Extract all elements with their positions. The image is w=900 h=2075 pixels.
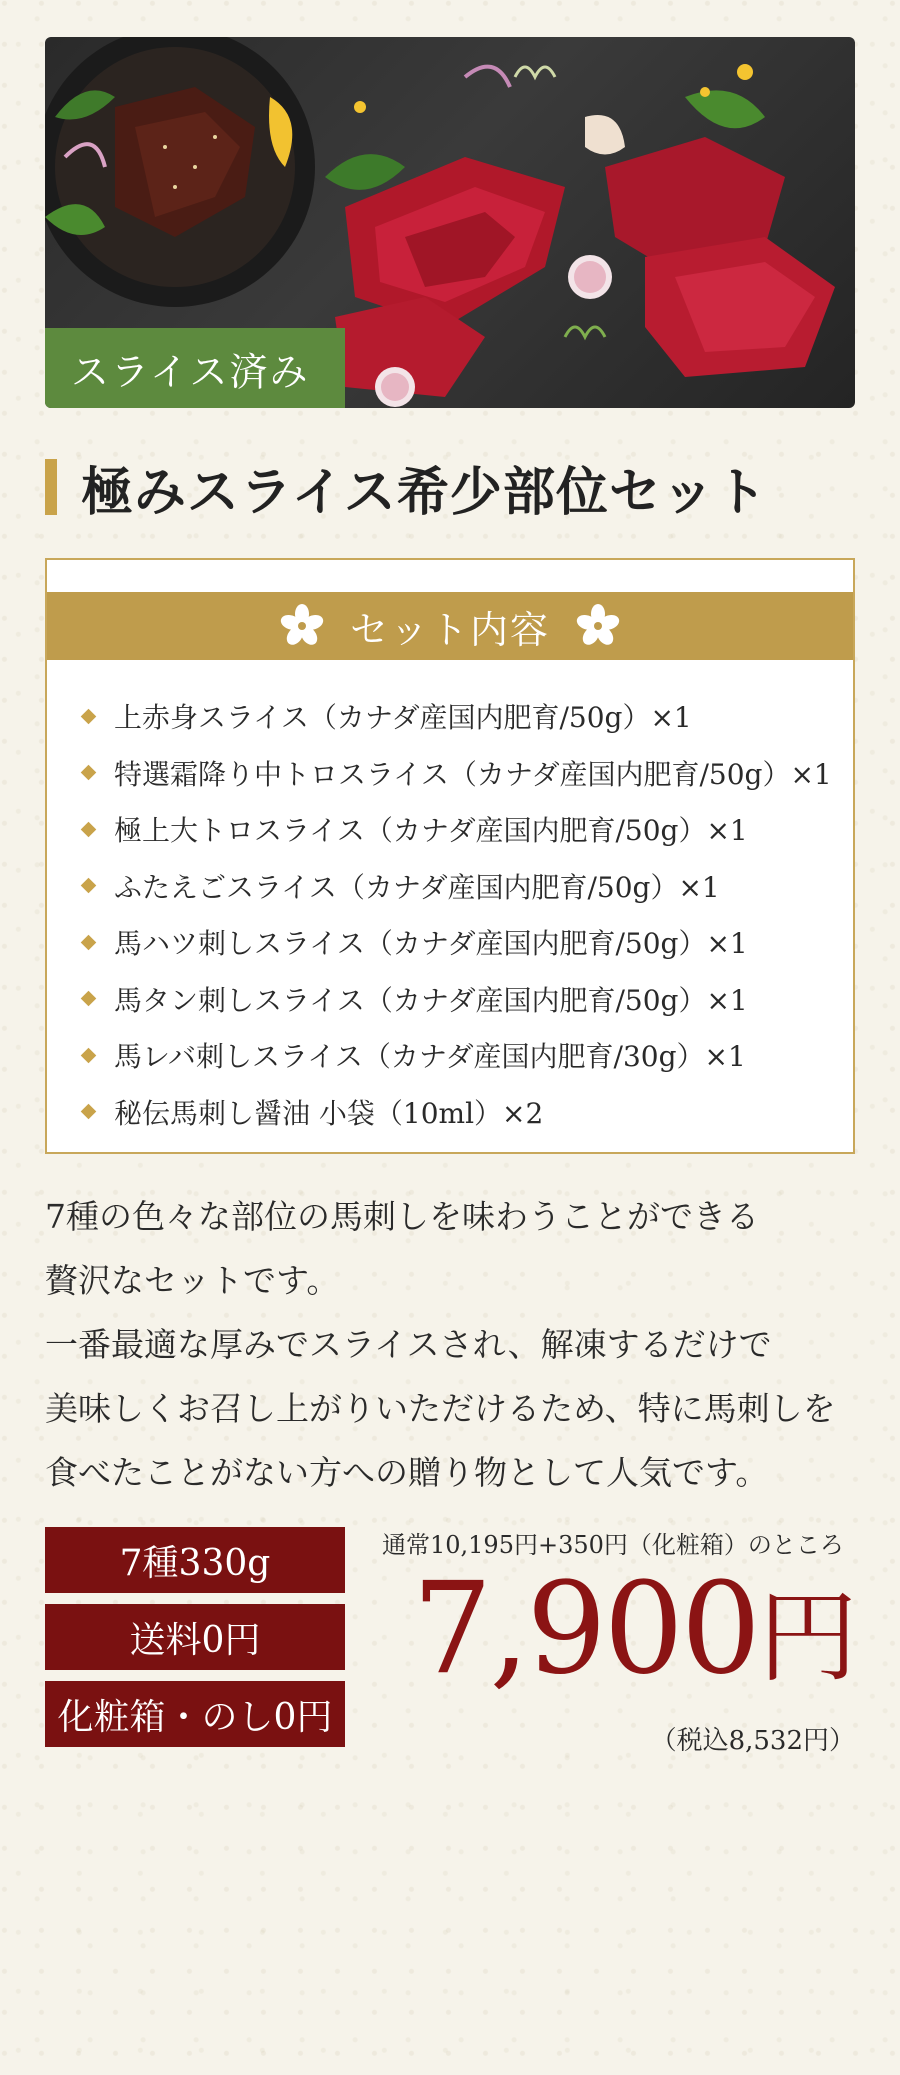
description-line: 一番最適な厚みでスライスされ、解凍するだけで [45,1325,772,1364]
diamond-bullet-icon [81,991,97,1007]
set-contents-header [47,592,853,660]
badge-free-shipping: 送料0円 [45,1604,345,1670]
sakura-left-icon [280,604,324,648]
list-item: 馬タン刺しスライス（カナダ産国内肥育/50g）×1 [75,971,845,1028]
list-item: 馬ハツ刺しスライス（カナダ産国内肥育/50g）×1 [75,914,845,971]
diamond-bullet-icon [81,878,97,894]
list-item: 上赤身スライス（カナダ産国内肥育/50g）×1 [75,688,845,745]
hero-image [45,37,855,408]
diamond-bullet-icon [81,934,97,950]
diamond-bullet-icon [81,1104,97,1120]
description-line: 食べたことがない方への贈り物として人気です。 [45,1453,769,1492]
product-title-block [45,455,855,523]
set-contents-list [75,688,845,1140]
list-item: 極上大トロスライス（カナダ産国内肥育/50g）×1 [75,801,845,858]
product-description [45,1185,865,1505]
price-unit: 円 [758,1579,855,1696]
list-item: 馬レバ刺しスライス（カナダ産国内肥育/30g）×1 [75,1027,845,1084]
diamond-bullet-icon [81,765,97,781]
description-line: 美味しくお召し上がりいただけるため、特に馬刺しを [45,1389,836,1428]
badge-free-giftbox: 化粧箱・のし0円 [45,1681,345,1747]
price-amount: 7,900 [412,1555,758,1702]
description-line: 7種の色々な部位の馬刺しを味わうことができる [45,1197,759,1236]
feature-badges [45,1527,345,1758]
diamond-bullet-icon [81,708,97,724]
sliced-badge: スライス済み [45,328,345,408]
set-contents-box [45,558,855,1154]
list-item: ふたえごスライス（カナダ産国内肥育/50g）×1 [75,858,845,915]
diamond-bullet-icon [81,1047,97,1063]
list-item: 秘伝馬刺し醤油 小袋（10ml）×2 [75,1084,845,1141]
sale-price [412,1555,855,1702]
set-contents-label: セット内容 [349,607,550,652]
sakura-right-icon [576,604,620,648]
product-title: 極みスライス希少部位セット [81,461,768,523]
list-item: 特選霜降り中トロスライス（カナダ産国内肥育/50g）×1 [75,745,845,802]
title-accent-bar [45,459,57,515]
tax-included-price: （税込8,532円） [650,1726,855,1756]
badge-weight: 7種330g [45,1527,345,1593]
diamond-bullet-icon [81,821,97,837]
description-line: 贅沢なセットです。 [45,1261,340,1300]
regular-price-note: 通常10,195円+350円（化粧箱）のところ [382,1531,844,1559]
